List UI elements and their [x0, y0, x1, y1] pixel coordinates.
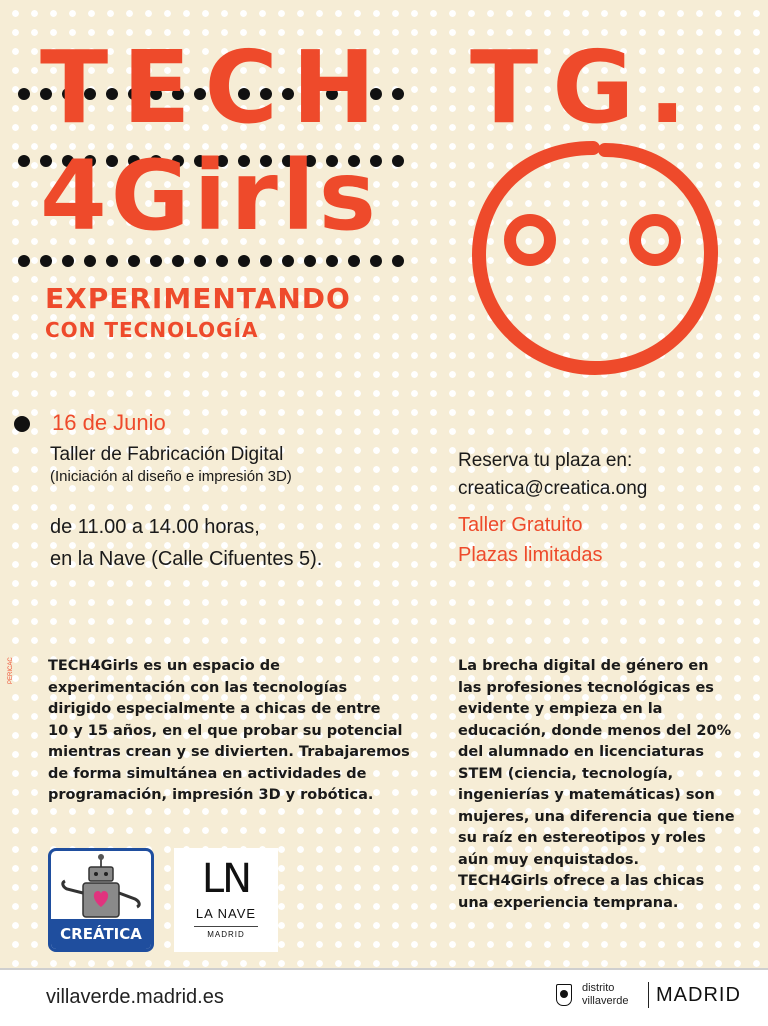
- title-tg: TG.: [470, 29, 701, 146]
- reserve-email[interactable]: creatica@creatica.ong: [458, 478, 648, 499]
- footer-divider: [648, 982, 649, 1008]
- footer: [0, 968, 768, 1026]
- workshop-detail: (Iniciación al diseño e impresión 3D): [50, 468, 292, 485]
- left-paragraph-line: programación, impresión 3D y robótica.: [48, 787, 374, 803]
- left-paragraph-line: de forma simultánea en actividades de: [48, 765, 367, 782]
- right-paragraph-line: las profesiones tecnológicas es: [458, 679, 714, 696]
- district-line1: distrito: [582, 982, 615, 994]
- right-paragraph-line: La brecha digital de género en: [458, 658, 709, 674]
- event-place: en la Nave (Calle Cifuentes 5).: [50, 548, 323, 570]
- lanave-mark: LN: [201, 856, 251, 902]
- left-paragraph-line: experimentación con las tecnologías: [48, 679, 348, 696]
- robot-heart-icon: [51, 853, 151, 923]
- right-paragraph-line: evidente y empieza en la: [458, 701, 663, 717]
- right-paragraph-line: mujeres, una diferencia que tiene: [458, 808, 735, 825]
- lanave-madrid: MADRID: [207, 930, 245, 939]
- right-paragraph-line: su raíz en estereotipos y roles: [458, 830, 706, 846]
- creatica-logo: [48, 848, 154, 952]
- left-paragraph-line: mientras crean y se divierten. Trabajaremos: [48, 744, 410, 760]
- side-credit: PERICAC: [8, 657, 14, 684]
- footer-url[interactable]: villaverde.madrid.es: [46, 986, 224, 1008]
- reserve-label: Reserva tu plaza en:: [458, 450, 633, 471]
- left-paragraph: [48, 656, 418, 807]
- left-paragraph-line: 10 y 15 años, en el que probar su potencial: [48, 722, 403, 739]
- right-paragraph-line: STEM (ciencia, tecnología,: [458, 765, 674, 782]
- left-paragraph-line: dirigido especialmente a chicas de entre: [48, 701, 381, 717]
- right-paragraph-line: del alumnado en licenciaturas: [458, 744, 704, 760]
- subtitle-con-tecnologia: CON TECNOLOGÍA: [45, 318, 259, 342]
- creatica-label: CREÁTICA: [51, 919, 151, 949]
- lanave-name: LA NAVE: [195, 906, 257, 921]
- limited-places-label: Plazas limitadas: [458, 544, 603, 566]
- workshop-title: Taller de Fabricación Digital: [50, 444, 284, 465]
- right-paragraph: [458, 656, 758, 914]
- bullet-icon: [14, 416, 30, 432]
- lanave-divider: [194, 926, 258, 927]
- district-line2: villaverde: [582, 995, 629, 1007]
- robot-face-icon: [455, 140, 735, 380]
- title-4girls: 4Girls: [40, 140, 380, 252]
- right-paragraph-line: educación, donde menos del 20%: [458, 722, 732, 739]
- right-paragraph-line: ingenierías y matemáticas) son: [458, 787, 715, 803]
- event-date: 16 de Junio: [52, 410, 166, 435]
- left-paragraph-line: TECH4Girls es un espacio de: [48, 658, 280, 674]
- free-workshop-label: Taller Gratuito: [458, 514, 583, 536]
- title-tech: TECH: [40, 29, 390, 146]
- subtitle-experimentando: EXPERIMENTANDO: [45, 282, 351, 315]
- lanave-logo: [174, 848, 278, 952]
- footer-city: MADRID: [656, 984, 741, 1006]
- right-paragraph-line: una experiencia temprana.: [458, 894, 679, 911]
- madrid-crest-icon: [556, 984, 572, 1006]
- dot-row-bottom: [18, 255, 414, 267]
- event-hours: de 11.00 a 14.00 horas,: [50, 516, 260, 538]
- right-paragraph-line: TECH4Girls ofrece a las chicas: [458, 873, 705, 889]
- right-paragraph-line: aún muy enquistados.: [458, 851, 640, 868]
